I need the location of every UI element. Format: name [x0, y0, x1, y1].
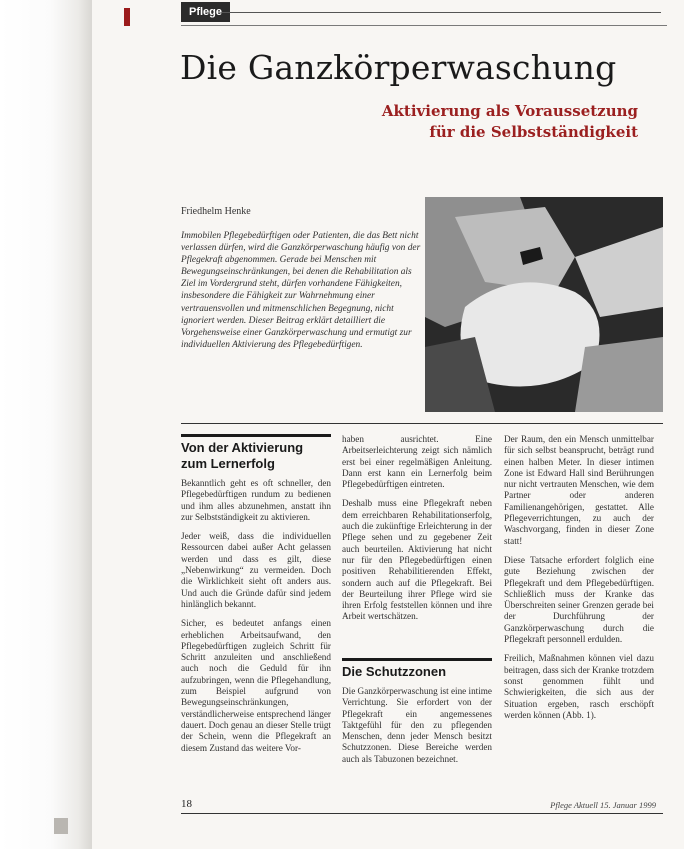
header-rule — [222, 12, 661, 13]
section2-paragraph-4: Freilich, Maßnahmen können viel dazu beitragen, dass sich der Kranke trotzdem sonst genommen fühlt und Schwierigkeiten, die sich aus der Situation ergeben, rasch erschöpft werden können (Abb. 1). — [504, 653, 655, 720]
section2-paragraph-2: Der Raum, den ein Mensch unmittelbar für sich selbst beansprucht, beträgt rund einen halben Meter. In dieser intimen Zone ist Edward Hall sind Berührungen nur nicht vertrauten Menschen, wie dem Partner oder anderen Familienangehörigen, gestattet. Alle Pflegeverrichtungen, zu auch der Waschvorgang, finden in dieser Zone statt! — [504, 434, 654, 546]
page-spine-shadow — [0, 0, 92, 849]
footer-rule — [181, 813, 663, 814]
section2-paragraph-1: Die Ganzkörperwaschung ist eine intime Verrichtung. Sie erfordert von der Pflegekraft ein angemessenes Taktgefühl für den zu pflegenden Menschen, denn jeder Mensch besitzt Schutzzonen. Diese Bereiche werden auch als Tabuzonen bezeichnet. — [342, 686, 493, 764]
article-author: Friedhelm Henke — [181, 206, 251, 217]
column-3 — [504, 434, 654, 729]
section-label: Pflege — [181, 2, 230, 22]
article-intro: Immobilen Pflegebedürftigen oder Patienten, die das Bett nicht verlassen dürfen, wird die Ganzkörperwaschung häufig von der Pflegekraft abgenommen. Gerade bei Menschen mit Bewegungseinschränkungen, bei denen die Rehabilitation als Ziel im Vordergrund steht, dürfen vorhandene Fähigkeiten, insbesondere die Fähigkeit zur Wahrnehmung einer vertrauensvollen und mitmenschlichen Begegnung, nicht ignoriert werden. Dieser Beitrag erklärt detailliert die Vorgehensweise einer Ganzkörperwaschung und ermutigt zur individuellen Aktivierung des Pflegebedürftigen. — [181, 231, 421, 350]
page-number: 18 — [181, 798, 192, 810]
section1-paragraph-1: Bekanntlich geht es oft schneller, den Pflegebedürftigen rundum zu bedienen und ihm alles abzunehmen, anstatt ihn zur Selbstständigkeit zu aktivieren. — [181, 478, 331, 522]
section2-paragraph-3: Diese Tatsache erfordert folglich eine gute Beziehung zwischen der Pflegekraft und dem Pflegebedürftigen. Schließlich muss der Kranke das Überschreiten seiner Grenzen gerade bei der Durchführung der Ganzkörperwaschung durch die Pflegekraft personnell erdulden. — [504, 554, 654, 645]
article-subtitle — [338, 101, 638, 143]
photo-washing-scene — [425, 197, 663, 412]
column-2-continued — [342, 686, 492, 773]
section1-paragraph-2: Jeder weiß, dass die individuellen Ressourcen dabei außer Acht gelassen werden und dass es gilt, diese „Nebenwirkung“ zu vermeiden. Doch die Wirklichkeit sieht oft anders aus. Und auch die Gründe dafür sind jedem hinlänglich bekannt. — [181, 531, 331, 609]
section1-paragraph-4: haben ausrichtet. Eine Arbeitserleichterung zeigt sich nämlich erst bei einer regelmäßigen Anleitung. Dann erst kann ein Lernerfolg beim Pflegebedürftigen eintreten. — [342, 434, 492, 490]
section1-heading-rule — [181, 434, 331, 437]
section2-heading-rule — [342, 658, 492, 661]
footer-source: Pflege Aktuell 15. Januar 1999 — [550, 800, 656, 810]
section1-heading — [181, 440, 303, 472]
photo-illustration — [425, 197, 663, 412]
photo-bed — [575, 337, 663, 412]
column-1 — [181, 478, 331, 762]
subtitle-line-2: für die Selbstständigkeit — [429, 123, 638, 141]
subtitle-line-1: Aktivierung als Voraussetzung — [381, 102, 638, 120]
intro-box-rule — [181, 423, 663, 424]
header-separator — [181, 25, 667, 26]
spine-mark — [54, 818, 68, 834]
section-color-tab — [124, 8, 130, 26]
section1-paragraph-5: Deshalb muss eine Pflegekraft neben dem erreichbaren Rehabilitationserfolg, auch die zukünftige Erleichterung in der Pflege sehen und zu gegebener Zeit auch beurteilen. Aktivierung hat nicht nur für den Pflegebedürftigen einen positiven Rehabilitierenden Effekt, sondern auch auf die Pflegekraft. Bei der Beurteilung ihrer Pflege wird sie ihren Erfolg feststellen können und ihre Arbeit wertschätzen. — [342, 498, 492, 622]
section2-heading: Die Schutzzonen — [342, 664, 447, 679]
article-title: Die Ganzkörperwaschung — [180, 48, 617, 87]
section1-heading-line-1: Von der Aktivierung — [181, 440, 304, 455]
section1-heading-line-2: zum Lernerfolg — [181, 456, 275, 471]
section1-paragraph-3: Sicher, es bedeutet anfangs einen erheblichen Arbeitsaufwand, den Pflegebedürftigen zugleich Schritt für Schritt anzuleiten und anschließend auch noch die Geduld für ihn aufzubringen, wenn die Pflegehandlung, zum Beispiel aufgrund von Bewegungseinschränkungen, verständlicherweise entsprechend länger dauert. Doch genau an dieser Stelle trügt der Schein, wenn die Pflegekraft an diesem Zustand das weitere Vor- — [181, 618, 331, 753]
column-2 — [342, 434, 492, 631]
